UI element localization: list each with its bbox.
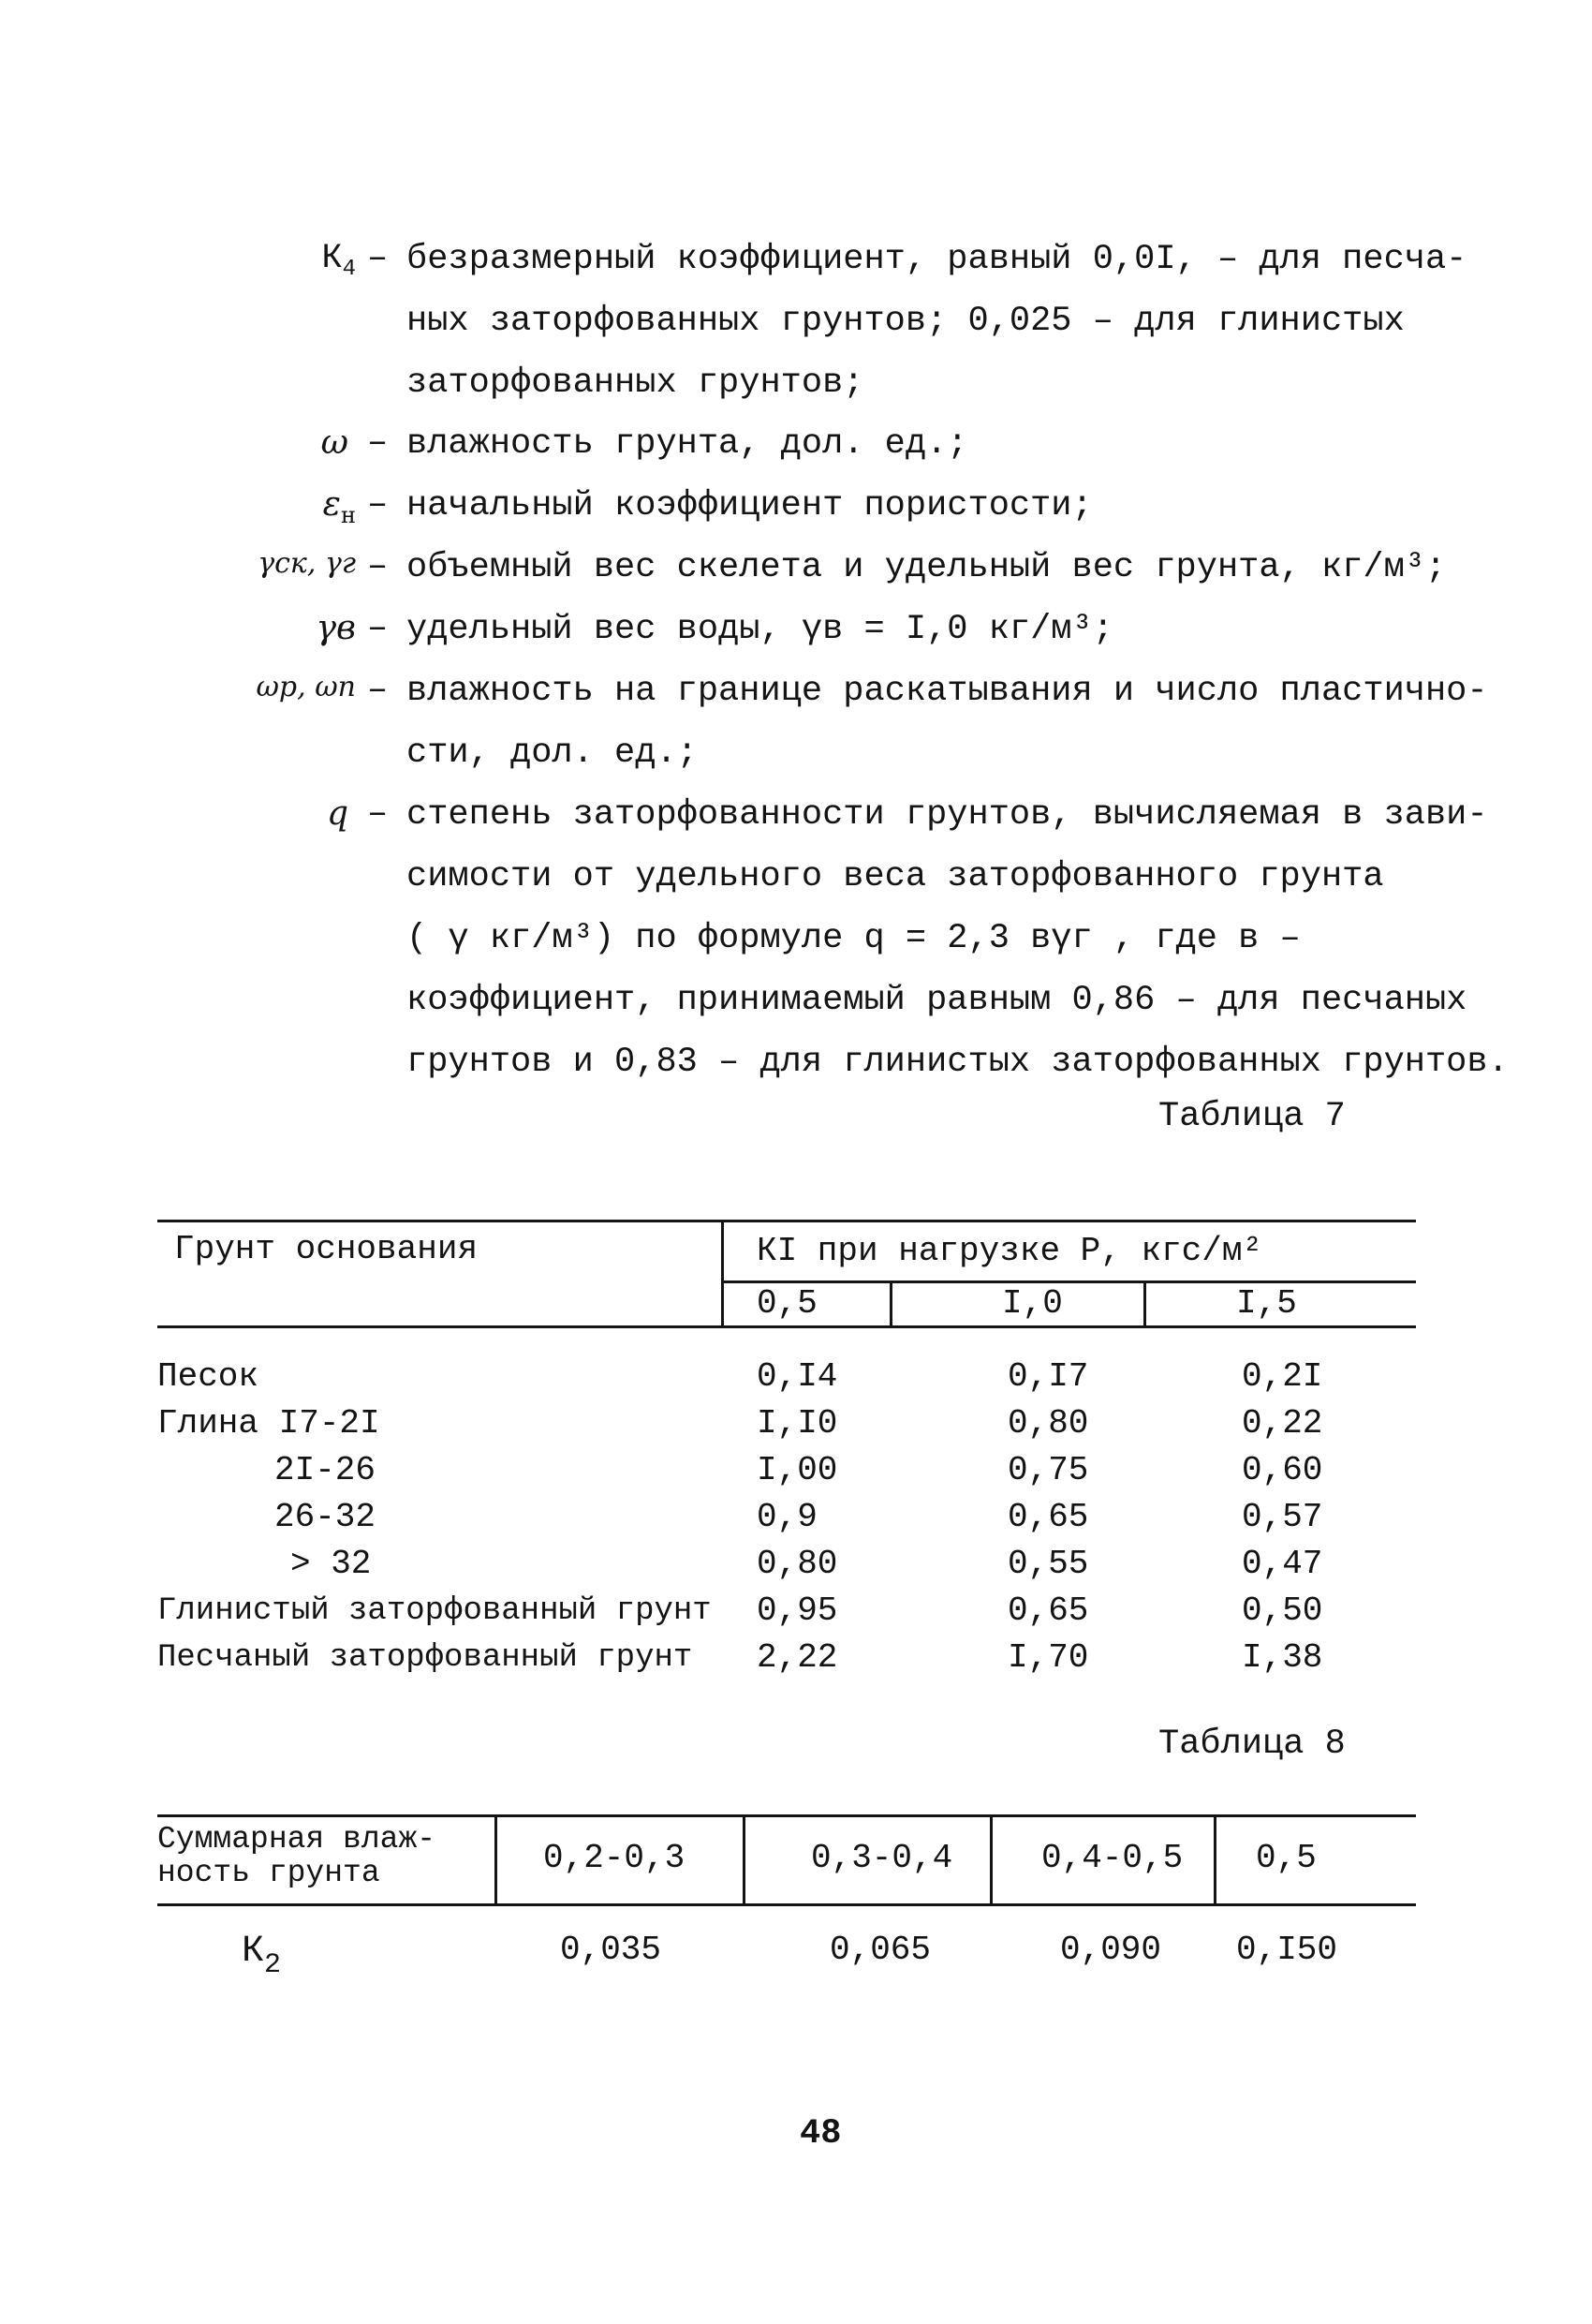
table7-cell: 0,2I — [1242, 1357, 1323, 1396]
table7-cell: 0,47 — [1242, 1545, 1323, 1583]
dash: – — [367, 547, 389, 586]
table8-cell: 0,I50 — [1236, 1931, 1338, 1969]
table7-cell: 0,57 — [1242, 1498, 1323, 1536]
definition-text: начальный коэффициент пористости; — [406, 486, 1093, 525]
table7-header-load: I,5 — [1236, 1284, 1297, 1323]
dash: – — [367, 423, 389, 463]
table8-header-bottom-rule — [157, 1903, 1416, 1906]
table7-header-load: 0,5 — [757, 1284, 818, 1323]
table8-row-label: $К_2$ — [242, 1931, 282, 1981]
table7-header-load: I,0 — [1002, 1284, 1063, 1323]
table7-header-soil: Грунт основания — [174, 1230, 479, 1268]
symbol-gamma-v: γв — [316, 609, 356, 647]
definition-text: безразмерный коэффициент, равный 0,0I, – для песча- — [406, 240, 1467, 279]
table8-range: 0,4-0,5 — [1041, 1839, 1184, 1877]
table7-cell: 0,80 — [757, 1545, 838, 1583]
table7-header-bottom-rule — [157, 1325, 1416, 1328]
table8-vline — [494, 1816, 497, 1904]
table7-row-name: Глинистый заторфованный грунт — [157, 1593, 712, 1629]
table7-cell: I,70 — [1008, 1638, 1089, 1677]
table7-top-rule — [157, 1220, 1416, 1222]
table7-cell: 0,I7 — [1008, 1357, 1089, 1396]
table7-caption: Таблица 7 — [1158, 1097, 1346, 1136]
table7-cell: 0,22 — [1242, 1404, 1323, 1443]
table8-top-rule — [157, 1814, 1416, 1817]
dash: – — [367, 794, 389, 834]
table8-vline — [990, 1816, 993, 1904]
table7-cell: I,00 — [757, 1451, 838, 1489]
definition-text: влажность на границе раскатывания и число пластично- — [406, 672, 1488, 711]
table8-cell: 0,090 — [1060, 1931, 1162, 1969]
table8-vline — [1214, 1816, 1216, 1904]
symbol-w-r-w-p: ωр, ωп — [256, 671, 356, 703]
table7-row-name: 2I-26 — [274, 1451, 376, 1489]
table8-vline — [743, 1816, 745, 1904]
table8-cell: 0,035 — [560, 1931, 662, 1969]
table8-range: 0,3-0,4 — [811, 1839, 953, 1877]
table8-header-moisture: ность грунта — [157, 1856, 380, 1890]
table7-header-group: КI при нагрузке Р, кгс/м² — [757, 1232, 1263, 1270]
table7-vline — [721, 1221, 724, 1326]
table7-group-rule — [721, 1280, 1416, 1283]
dash: – — [367, 671, 389, 710]
dash: – — [367, 485, 389, 525]
symbol-gamma-sk-gamma-g: γск, γг — [258, 547, 356, 580]
table8-range: 0,5 — [1256, 1839, 1317, 1877]
table8-header-moisture: Суммарная влаж- — [157, 1822, 436, 1857]
table7-cell: 0,65 — [1008, 1498, 1089, 1536]
table7-row-name: Песок — [157, 1357, 259, 1396]
table7-cell: 0,95 — [757, 1591, 838, 1630]
dash: – — [367, 239, 389, 278]
table7-cell: 0,80 — [1008, 1404, 1089, 1443]
table7-cell: 0,9 — [757, 1498, 818, 1536]
definition-text: объемный вес скелета и удельный вес грунта, кг/м³; — [406, 548, 1447, 587]
table7-cell: 0,55 — [1008, 1545, 1089, 1583]
table8-caption: Таблица 8 — [1158, 1724, 1346, 1764]
definition-text: ( γ кг/м³) по формуле q = 2,3 вγг , где в – — [406, 919, 1301, 958]
definition-text: степень заторфованности грунтов, вычисляемая в зави- — [406, 795, 1488, 835]
definition-text: влажность грунта, дол. ед.; — [406, 424, 968, 464]
dash: – — [367, 609, 389, 648]
table7-cell: 0,75 — [1008, 1451, 1089, 1489]
symbol-epsilon-n: $\varepsilon_н$ — [322, 485, 356, 528]
definition-text: удельный вес воды, γв = I,0 кг/м³; — [406, 610, 1113, 649]
table7-row-name: 26-32 — [274, 1498, 376, 1536]
table7-cell: 2,22 — [757, 1638, 838, 1677]
table7-cell: 0,I4 — [757, 1357, 838, 1396]
table7-vline — [1143, 1282, 1146, 1326]
table7-vline — [890, 1282, 892, 1326]
table7-cell: I,I0 — [757, 1404, 838, 1443]
symbol-w: ω — [320, 423, 348, 462]
symbol-k4: $К_4$ — [321, 239, 356, 282]
definition-text: сти, дол. ед.; — [406, 733, 698, 773]
table7-row-name: Песчаный заторфованный грунт — [157, 1640, 693, 1676]
definition-text: заторфованных грунтов; — [406, 363, 864, 403]
definition-text: ных заторфованных грунтов; 0,025 – для глинистых — [406, 302, 1405, 341]
symbol-q: q — [326, 794, 348, 833]
page-number: 48 — [800, 2114, 842, 2154]
table7-cell: 0,65 — [1008, 1591, 1089, 1630]
definition-text: грунтов и 0,83 – для глинистых заторфованных грунтов. — [406, 1043, 1509, 1082]
table7-row-name: > 32 — [290, 1545, 372, 1583]
definition-text: коэффициент, принимаемый равным 0,86 – для песчаных — [406, 981, 1467, 1020]
table7-cell: 0,60 — [1242, 1451, 1323, 1489]
table8-cell: 0,065 — [830, 1931, 932, 1969]
table8-range: 0,2-0,3 — [543, 1839, 685, 1877]
table7-cell: 0,50 — [1242, 1591, 1323, 1630]
definition-text: симости от удельного веса заторфованного грунта — [406, 857, 1384, 896]
table7-cell: I,38 — [1242, 1638, 1323, 1677]
table7-row-name: Глина I7-2I — [157, 1404, 380, 1443]
